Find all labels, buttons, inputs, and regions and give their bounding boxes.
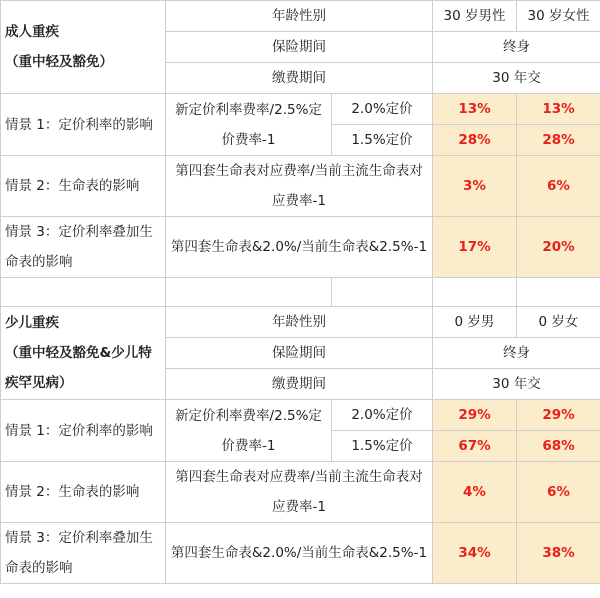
child-scenario1-rate2-male: 67% [433,431,517,462]
spacer-cell [166,278,332,307]
adult-col1-header: 30 岁男性 [433,1,517,32]
adult-age-gender-label: 年龄性别 [166,1,433,32]
adult-scenario1-desc: 新定价利率费率/2.5%定价费率-1 [166,94,332,156]
child-scenario3-row [1,523,600,584]
spacer-cell [433,278,517,307]
child-scenario3-female: 38% [517,523,600,584]
child-scenario1-rate2: 1.5%定价 [332,431,433,462]
spacer-cell [1,278,166,307]
adult-scenario1-rate2-male: 28% [433,125,517,156]
adult-title-line2: （重中轻及豁免） [5,54,113,70]
adult-scenario1-rate1-male: 13% [433,94,517,125]
adult-scenario1-rate2: 1.5%定价 [332,125,433,156]
child-scenario2-row [1,462,600,523]
adult-scenario3-label: 情景 3：定价利率叠加生命表的影响 [1,217,166,278]
child-scenario3-label: 情景 3：定价利率叠加生命表的影响 [1,523,166,584]
adult-scenario1-label: 情景 1：定价利率的影响 [1,94,166,156]
adult-scenario2-desc: 第四套生命表对应费率/当前主流生命表对应费率-1 [166,156,433,217]
spacer-cell [517,278,600,307]
child-scenario1-row1 [1,400,600,431]
child-section-title [1,307,166,400]
child-scenario1-rate1-male: 29% [433,400,517,431]
adult-scenario2-row [1,156,600,217]
child-header-row [1,307,600,338]
child-period-label: 保险期间 [166,338,433,369]
adult-scenario3-row [1,217,600,278]
adult-header-row [1,1,600,32]
child-scenario1-rate2-female: 68% [517,431,600,462]
adult-scenario2-female: 6% [517,156,600,217]
child-payment-label: 缴费期间 [166,369,433,400]
child-col1-header: 0 岁男 [433,307,517,338]
child-col2-header: 0 岁女 [517,307,600,338]
adult-scenario2-label: 情景 2：生命表的影响 [1,156,166,217]
child-scenario1-desc: 新定价利率费率/2.5%定价费率-1 [166,400,332,462]
adult-scenario1-rate1-female: 13% [517,94,600,125]
adult-scenario3-male: 17% [433,217,517,278]
adult-scenario1-rate1: 2.0%定价 [332,94,433,125]
child-scenario2-label: 情景 2：生命表的影响 [1,462,166,523]
adult-scenario2-male: 3% [433,156,517,217]
child-title-line1: 少儿重疾 [5,315,59,331]
adult-payment-value: 30 年交 [433,63,600,94]
child-scenario2-female: 6% [517,462,600,523]
child-scenario1-rate1: 2.0%定价 [332,400,433,431]
child-scenario3-desc: 第四套生命表&2.0%/当前生命表&2.5%-1 [166,523,433,584]
child-payment-value: 30 年交 [433,369,600,400]
adult-scenario1-row1 [1,94,600,125]
adult-title-line1: 成人重疾 [5,24,59,40]
child-title-line2: （重中轻及豁免&少儿特疾罕见病） [5,345,152,391]
child-scenario2-male: 4% [433,462,517,523]
child-scenario3-male: 34% [433,523,517,584]
adult-period-label: 保险期间 [166,32,433,63]
spacer-cell [332,278,433,307]
child-scenario1-label: 情景 1：定价利率的影响 [1,400,166,462]
adult-payment-label: 缴费期间 [166,63,433,94]
adult-period-value: 终身 [433,32,600,63]
adult-scenario3-female: 20% [517,217,600,278]
child-scenario2-desc: 第四套生命表对应费率/当前主流生命表对应费率-1 [166,462,433,523]
child-scenario1-rate1-female: 29% [517,400,600,431]
section-spacer-row [1,278,600,307]
adult-section-title [1,1,166,94]
child-period-value: 终身 [433,338,600,369]
adult-scenario1-rate2-female: 28% [517,125,600,156]
adult-col2-header: 30 岁女性 [517,1,600,32]
child-age-gender-label: 年龄性别 [166,307,433,338]
adult-scenario3-desc: 第四套生命表&2.0%/当前生命表&2.5%-1 [166,217,433,278]
